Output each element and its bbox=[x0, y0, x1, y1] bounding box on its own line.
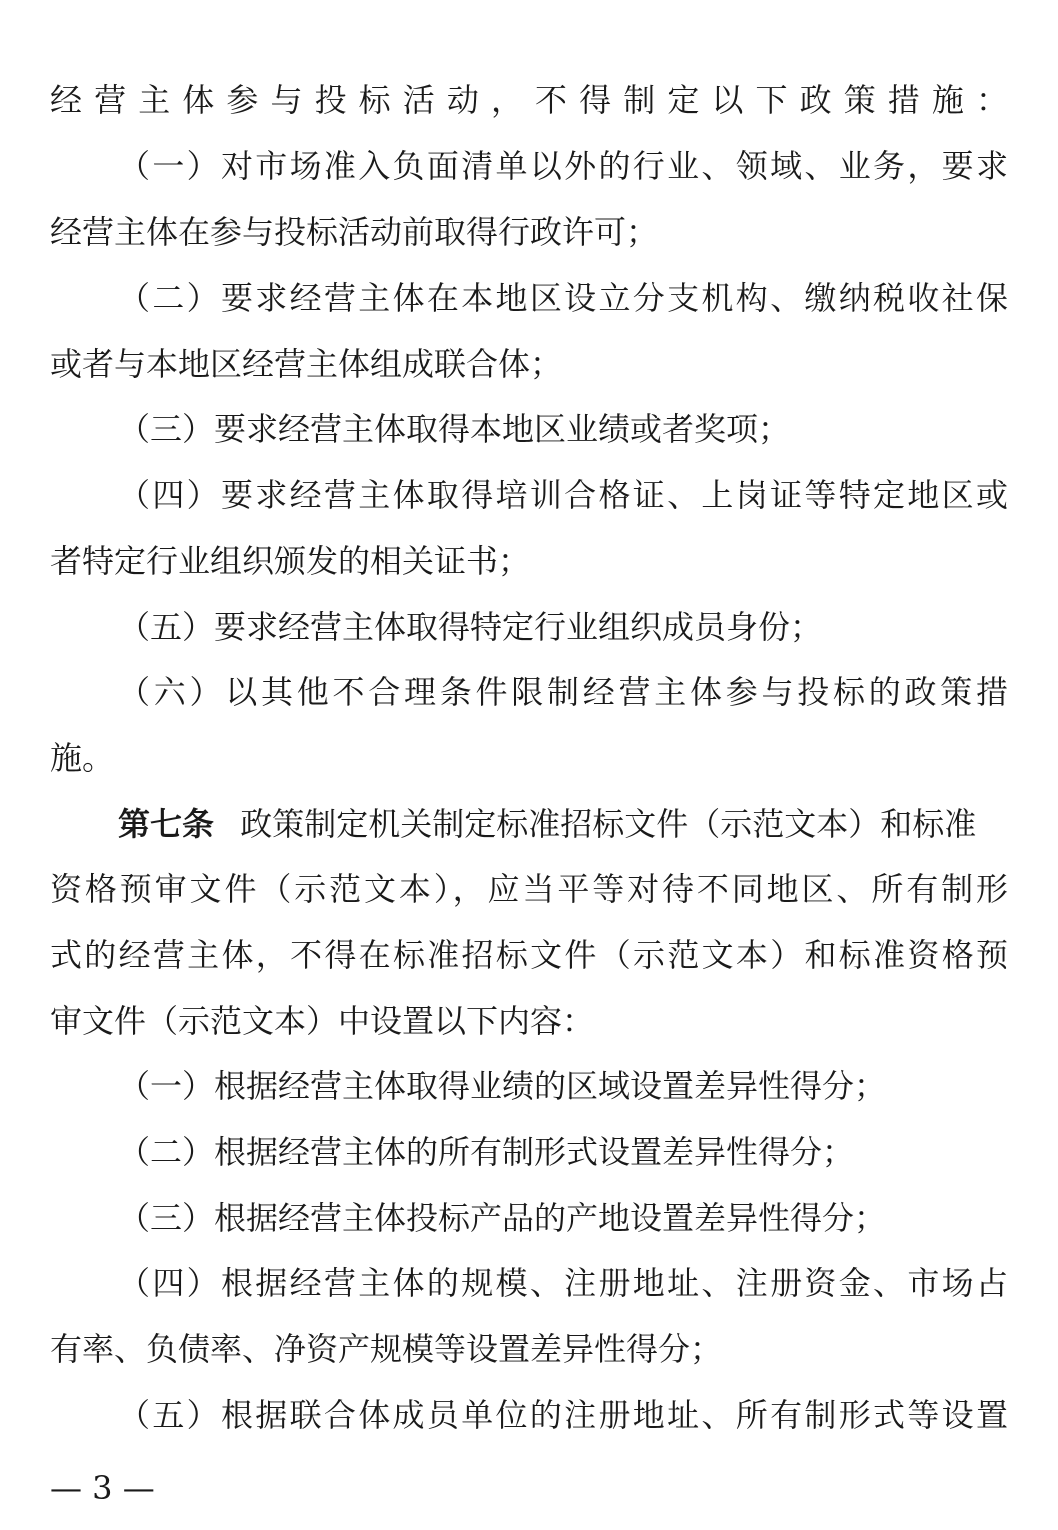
list-item-line: （四）要求经营主体取得培训合格证、上岗证等特定地区或 bbox=[118, 476, 1008, 514]
text-line: 或者与本地区经营主体组成联合体； bbox=[50, 345, 563, 383]
list-item-line: （三）要求经营主体取得本地区业绩或者奖项； bbox=[118, 410, 791, 448]
text-line: 者特定行业组织颁发的相关证书； bbox=[50, 542, 531, 580]
text-line: 式的经营主体，不得在标准招标文件（示范文本）和标准资格预 bbox=[50, 936, 1008, 974]
page-number: — 3 — bbox=[50, 1469, 155, 1507]
article-text: 政策制定机关制定标准招标文件（示范文本）和标准 bbox=[240, 805, 977, 843]
text-line: 施。 bbox=[50, 739, 115, 777]
list-item-line: （二）根据经营主体的所有制形式设置差异性得分； bbox=[118, 1133, 855, 1171]
list-item-line: （一）根据经营主体取得业绩的区域设置差异性得分； bbox=[118, 1067, 887, 1105]
list-item-line: （六）以其他不合理条件限制经营主体参与投标的政策措 bbox=[118, 673, 1008, 711]
list-item-line: （五）要求经营主体取得特定行业组织成员身份； bbox=[118, 608, 823, 646]
list-item-line: （二）要求经营主体在本地区设立分支机构、缴纳税收社保 bbox=[118, 279, 1008, 317]
text-line: 经营主体参与投标活动，不得制定以下政策措施： bbox=[50, 81, 1008, 119]
list-item-line: （四）根据经营主体的规模、注册地址、注册资金、市场占 bbox=[118, 1264, 1008, 1302]
list-item-line: （五）根据联合体成员单位的注册地址、所有制形式等设置 bbox=[118, 1396, 1008, 1434]
text-line: 审文件（示范文本）中设置以下内容： bbox=[50, 1002, 595, 1040]
text-line: 有率、负债率、净资产规模等设置差异性得分； bbox=[50, 1330, 723, 1368]
text-line: 资格预审文件（示范文本），应当平等对待不同地区、所有制形 bbox=[50, 870, 1008, 908]
article-heading-line bbox=[118, 804, 1008, 844]
list-item-line: （一）对市场准入负面清单以外的行业、领域、业务，要求 bbox=[118, 147, 1008, 185]
text-line: 经营主体在参与投标活动前取得行政许可； bbox=[50, 213, 659, 251]
article-number: 第七条 bbox=[118, 805, 215, 843]
list-item-line: （三）根据经营主体投标产品的产地设置差异性得分； bbox=[118, 1199, 887, 1237]
